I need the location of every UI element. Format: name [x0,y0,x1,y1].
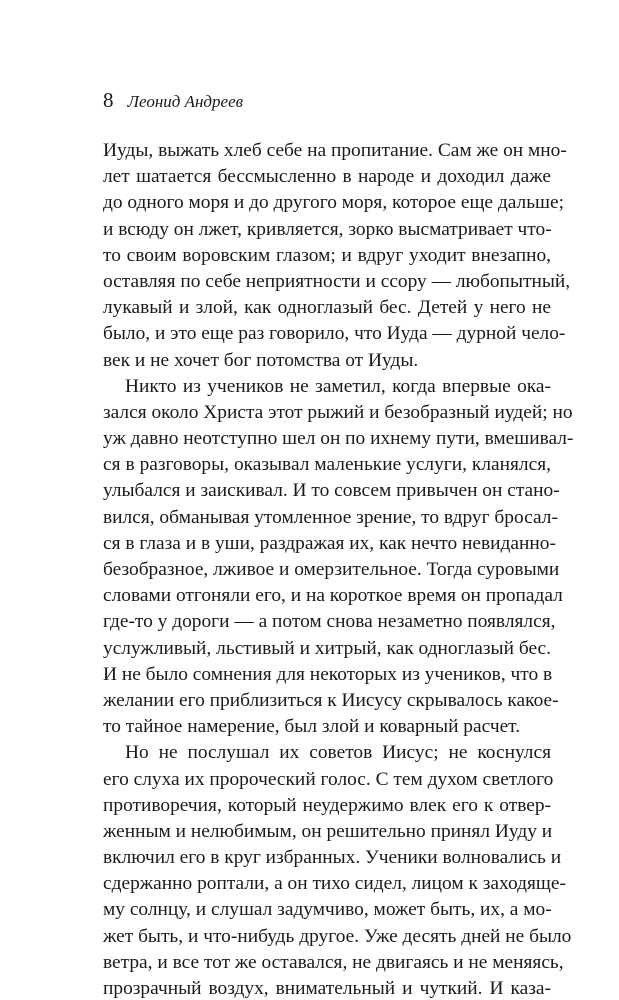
text-line: Иуды, выжать хлеб себе на пропитание. Сам же он мно- [103,140,567,161]
text-line: до одного моря и до другого моря, которое еще дальше; [103,192,564,214]
text-line: Но не послушал их советов Иисус; не коснулся [125,742,551,764]
text-line: лукавый и злой, как одноглазый бес. Детей у него не [103,297,551,319]
body-text [103,138,574,1000]
text-line: лет шатается бессмысленно в народе и доходил даже [103,166,551,188]
text-line: то своим воровским глазом; и вдруг уходит внезапно, [103,244,551,266]
text-line: Никто из учеников не заметил, когда впервые ока- [125,375,551,397]
text-line: век и не хочет бог потомства от Иуды. [103,349,419,371]
text-line: И не было сомнения для некоторых из учеников, что в [103,663,553,685]
text-line: включил его в круг избранных. Ученики волновались и [103,847,562,869]
text-line: женным и нелюбимым, он решительно принял Иуду и [103,820,553,842]
running-title: Леонид Андреев [127,92,244,111]
text-line: словами отгоняли его, и на короткое время он пропадал [103,585,563,607]
text-line: му солнцу, и слушал задумчиво, может быть, их, а мо- [103,899,552,921]
text-line: прозрачный воздух, внимательный и чуткий. И каза- [103,978,551,999]
text-line: услужливый, льстивый и хитрый, как одноглазый бес. [103,637,551,659]
paragraph [103,740,572,1000]
text-line: желании его приблизиться к Иисусу скрывалось какое- [103,689,559,711]
text-line: уж давно неотступно шел он по ихнему пути, вмешивал- [103,428,574,450]
text-line: сдержанно роптали, а он тихо сидел, лицом к заходяще- [103,873,566,895]
text-line: улыбался и заискивал. И то совсем привычен он стано- [103,480,560,502]
text-line: ветра, и все тот же оставался, не двигаясь и не меняясь, [103,951,564,973]
text-line: противоречия, который неудержимо влек его к отвер- [103,794,551,816]
text-line: зался около Христа этот рыжий и безобразный иудей; но [103,401,573,423]
text-line: жет быть, и что-нибудь другое. Уже десять дней не было [103,925,572,947]
text-line: ся в глаза и в уши, раздражая их, как нечто невиданно- [103,532,556,554]
text-line: безобразное, лживое и омерзительное. Тогда суровыми [103,559,560,580]
text-line: то тайное намерение, был злой и коварный расчет. [103,716,521,738]
text-line: вился, обманывая утомленное зрение, то вдруг бросал- [103,506,558,528]
text-line: его слуха их пророческий голос. С тем духом светлого [103,768,554,790]
text-line: оставляя по себе неприятности и ссору — любопытный, [103,270,571,292]
paragraph [103,138,571,374]
text-line: где-то у дороги — а потом снова незаметно появлялся, [103,611,556,633]
text-line: и всюду он лжет, кривляется, зорко высматривает что- [103,218,552,240]
text-line: было, и это еще раз говорило, что Иуда — дурной чело- [103,323,566,345]
paragraph [103,374,574,741]
running-head [103,88,243,113]
text-line: ся в разговоры, оказывал маленькие услуги, кланялся, [103,454,551,476]
page-number: 8 [103,88,114,112]
